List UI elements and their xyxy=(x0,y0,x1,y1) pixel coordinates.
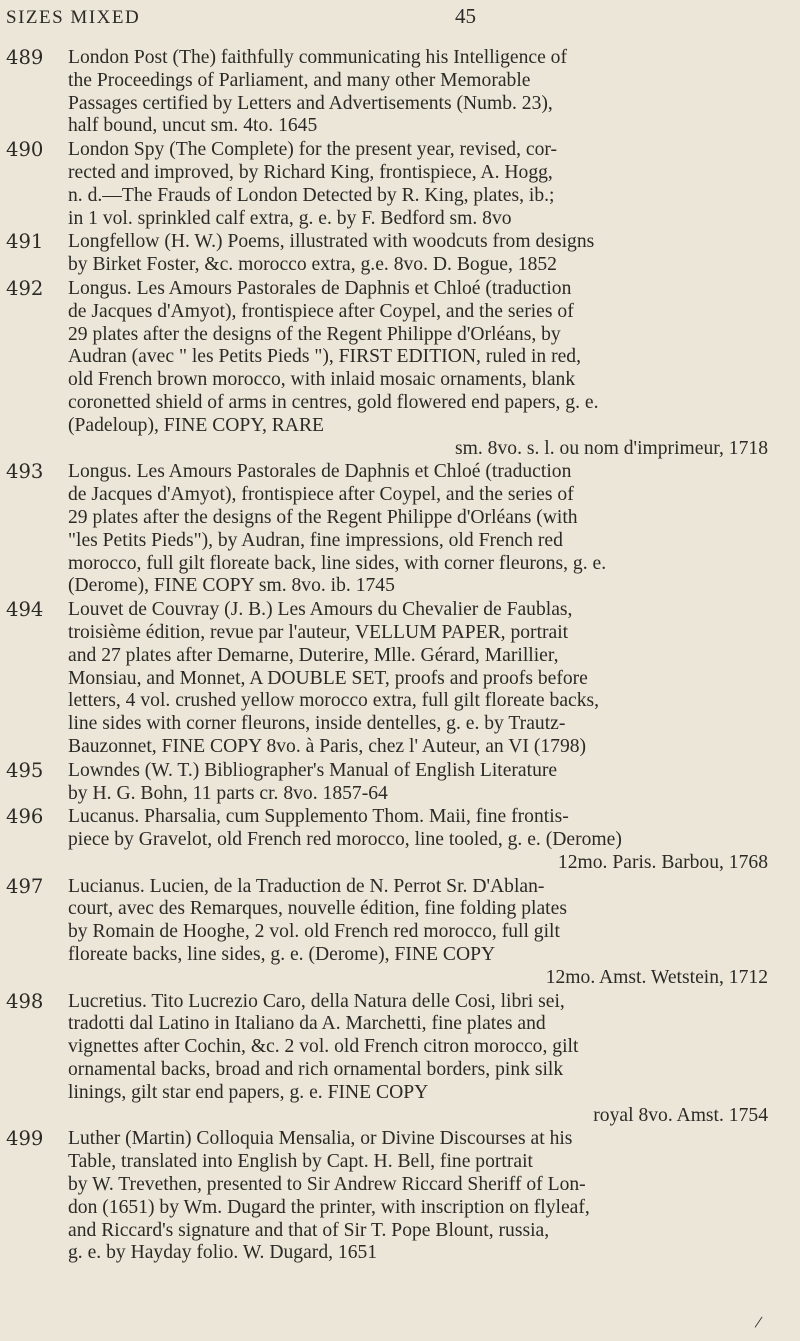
description-line: 29 plates after the designs of the Regent Philippe d'Orléans, by xyxy=(68,323,561,345)
lot-entry xyxy=(0,991,800,1128)
description-line: linings, gilt star end papers, g. e. FINE COPY xyxy=(68,1081,429,1103)
lot-number: 498 xyxy=(6,989,44,1013)
lot-description xyxy=(68,461,768,598)
description-line: troisième édition, revue par l'auteur, VELLUM PAPER, portrait xyxy=(68,621,569,643)
lot-list xyxy=(0,47,800,1266)
description-line: and Riccard's signature and that of Sir T. Pope Blount, russia, xyxy=(68,1219,550,1241)
description-line: in 1 vol. sprinkled calf extra, g. e. by F. Bedford sm. 8vo xyxy=(68,207,512,229)
description-line: Longus. Les Amours Pastorales de Daphnis et Chloé (traduction xyxy=(68,461,572,483)
description-line: vignettes after Cochin, &c. 2 vol. old French citron morocco, gilt xyxy=(68,1036,579,1058)
lot-number: 496 xyxy=(6,805,44,829)
description-line: and 27 plates after Demarne, Duterire, Mlle. Gérard, Marillier, xyxy=(68,644,559,666)
description-line: rected and improved, by Richard King, frontispiece, A. Hogg, xyxy=(68,161,553,183)
description-line: coronetted shield of arms in centres, gold flowered end papers, g. e. xyxy=(68,391,599,413)
description-line: Passages certified by Letters and Advertisements (Numb. 23), xyxy=(68,92,553,114)
description-line: by Birket Foster, &c. morocco extra, g.e. 8vo. D. Bogue, 1852 xyxy=(68,254,557,276)
description-line: by Romain de Hooghe, 2 vol. old French red morocco, full gilt xyxy=(68,921,560,943)
description-line: Audran (avec " les Petits Pieds "), FIRST EDITION, ruled in red, xyxy=(68,346,582,368)
description-line: de Jacques d'Amyot), frontispiece after Coypel, and the series of xyxy=(68,484,574,506)
description-line: 12mo. Amst. Wetstein, 1712 xyxy=(545,966,768,988)
lot-number: 490 xyxy=(6,138,44,162)
pencil-mark: / xyxy=(753,1311,764,1333)
description-line: Lucanus. Pharsalia, cum Supplemento Thom. Maii, fine frontis- xyxy=(68,806,569,828)
lot-entry xyxy=(0,760,800,806)
description-line: line sides with corner fleurons, inside dentelles, g. e. by Trautz- xyxy=(68,713,566,735)
description-line: Luther (Martin) Colloquia Mensalia, or Divine Discourses at his xyxy=(68,1128,573,1150)
lot-number: 493 xyxy=(6,460,44,484)
description-line: by W. Trevethen, presented to Sir Andrew Riccard Sheriff of Lon- xyxy=(68,1174,586,1196)
lot-number: 491 xyxy=(6,230,44,254)
description-line: Bauzonnet, FINE COPY 8vo. à Paris, chez l' Auteur, an VI (1798) xyxy=(68,735,587,757)
description-line: (Derome), FINE COPY sm. 8vo. ib. 1745 xyxy=(68,575,395,597)
description-line: London Spy (The Complete) for the present year, revised, cor- xyxy=(68,139,558,161)
lot-entry xyxy=(0,278,800,460)
lot-entry xyxy=(0,806,800,874)
description-line: 12mo. Paris. Barbou, 1768 xyxy=(557,851,768,873)
description-line: ornamental backs, broad and rich ornamental borders, pink silk xyxy=(68,1059,564,1081)
description-line: letters, 4 vol. crushed yellow morocco extra, full gilt floreate backs, xyxy=(68,690,600,712)
description-line: London Post (The) faithfully communicating his Intelligence of xyxy=(68,47,567,68)
lot-description xyxy=(68,278,768,460)
description-line: Lucianus. Lucien, de la Traduction de N. Perrot Sr. D'Ablan- xyxy=(68,875,545,897)
description-line: (Padeloup), FINE COPY, RARE xyxy=(68,414,324,436)
lot-number: 499 xyxy=(6,1127,44,1151)
description-line: g. e. by Hayday folio. W. Dugard, 1651 xyxy=(68,1242,378,1264)
lot-number: 495 xyxy=(6,758,44,782)
lot-entry xyxy=(0,231,800,277)
lot-description xyxy=(68,991,768,1128)
description-line: Table, translated into English by Capt. H. Bell, fine portrait xyxy=(68,1151,533,1173)
page-number: 45 xyxy=(455,4,476,28)
lot-description xyxy=(68,139,768,230)
description-line: court, avec des Remarques, nouvelle édition, fine folding plates xyxy=(68,898,567,920)
lot-entry xyxy=(0,599,800,759)
lot-entry xyxy=(0,1128,800,1265)
description-line: Lowndes (W. T.) Bibliographer's Manual of English Literature xyxy=(68,759,558,781)
lot-description xyxy=(68,47,768,138)
lot-description xyxy=(68,231,768,277)
description-line: de Jacques d'Amyot), frontispiece after Coypel, and the series of xyxy=(68,300,574,322)
description-line: sm. 8vo. s. l. ou nom d'imprimeur, 1718 xyxy=(455,437,768,459)
lot-number: 492 xyxy=(6,276,44,300)
description-line: 29 plates after the designs of the Regent Philippe d'Orléans (with xyxy=(68,506,578,528)
running-head xyxy=(6,4,476,29)
description-line: morocco, full gilt floreate back, line sides, with corner fleurons, g. e. xyxy=(68,552,607,574)
description-line: by H. G. Bohn, 11 parts cr. 8vo. 1857-64 xyxy=(68,782,388,804)
lot-entry xyxy=(0,139,800,230)
description-line: tradotti dal Latino in Italiano da A. Marchetti, fine plates and xyxy=(68,1013,546,1035)
lot-description xyxy=(68,599,768,759)
lot-number: 494 xyxy=(6,598,44,622)
lot-entry xyxy=(0,876,800,990)
description-line: old French brown morocco, with inlaid mosaic ornaments, blank xyxy=(68,369,576,391)
description-line: royal 8vo. Amst. 1754 xyxy=(593,1104,768,1126)
description-line: don (1651) by Wm. Dugard the printer, with inscription on flyleaf, xyxy=(68,1196,590,1218)
description-line: n. d.—The Frauds of London Detected by R. King, plates, ib.; xyxy=(68,184,555,206)
lot-description xyxy=(68,876,768,990)
description-line: Lucretius. Tito Lucrezio Caro, della Natura delle Cosi, libri sei, xyxy=(68,990,565,1012)
lot-number: 497 xyxy=(6,874,44,898)
lot-description xyxy=(68,760,768,806)
description-line: floreate backs, line sides, g. e. (Derome), FINE COPY xyxy=(68,944,496,966)
description-line: Longus. Les Amours Pastorales de Daphnis et Chloé (traduction xyxy=(68,277,572,299)
section-heading: SIZES MIXED xyxy=(6,7,141,28)
lot-description xyxy=(68,1128,768,1265)
lot-description xyxy=(68,806,768,874)
description-line: Longfellow (H. W.) Poems, illustrated with woodcuts from designs xyxy=(68,231,595,253)
description-line: "les Petits Pieds"), by Audran, fine impressions, old French red xyxy=(68,529,563,551)
description-line: Louvet de Couvray (J. B.) Les Amours du Chevalier de Faublas, xyxy=(68,599,573,621)
lot-number: 489 xyxy=(6,46,44,69)
description-line: the Proceedings of Parliament, and many other Memorable xyxy=(68,69,531,91)
description-line: half bound, uncut sm. 4to. 1645 xyxy=(68,115,318,137)
description-line: piece by Gravelot, old French red morocco, line tooled, g. e. (Derome) xyxy=(68,829,622,851)
description-line: Monsiau, and Monnet, A DOUBLE SET, proofs and proofs before xyxy=(68,667,588,689)
lot-entry xyxy=(0,461,800,598)
lot-entry xyxy=(0,47,800,138)
